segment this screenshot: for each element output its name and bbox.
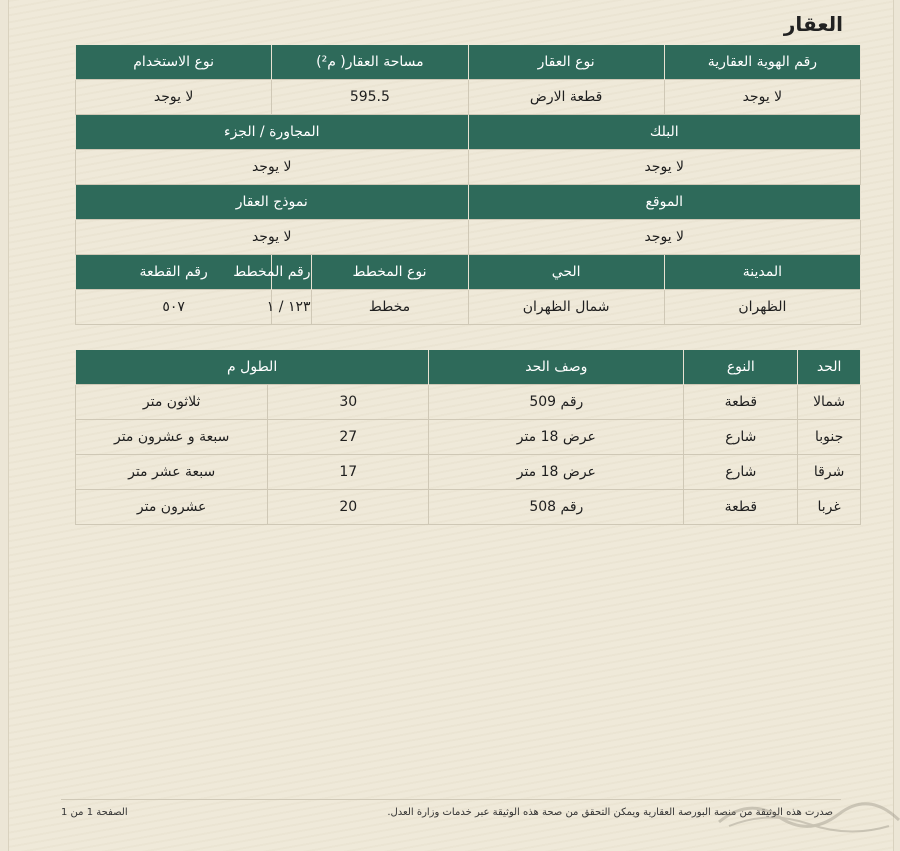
value-district: شمال الظهران bbox=[468, 290, 664, 325]
value-location: لا يوجد bbox=[468, 220, 861, 255]
page-number: الصفحة 1 من 1 bbox=[61, 807, 128, 818]
header-usage-type: نوع الاستخدام bbox=[76, 45, 272, 80]
boundary-length: 27 bbox=[268, 420, 429, 455]
header-district: الحي bbox=[468, 255, 664, 290]
value-plan-number: ١٢٣ / ١ bbox=[272, 290, 311, 325]
value-property-model: لا يوجد bbox=[76, 220, 469, 255]
boundary-side: شرقا bbox=[798, 455, 861, 490]
header-plan-number: رقم المخطط bbox=[272, 255, 311, 290]
header-plot-number: رقم القطعة bbox=[76, 255, 272, 290]
header-property-area: مساحة العقار( م²) bbox=[272, 45, 468, 80]
boundaries-table bbox=[75, 350, 861, 525]
boundary-length: 17 bbox=[268, 455, 429, 490]
boundary-length: 20 bbox=[268, 490, 429, 525]
boundary-type: شارع bbox=[684, 420, 798, 455]
watermark-logo bbox=[709, 792, 900, 832]
value-plan-type: مخطط bbox=[311, 290, 468, 325]
header-type: النوع bbox=[684, 350, 798, 385]
header-property-type: نوع العقار bbox=[468, 45, 664, 80]
header-block: البلك bbox=[468, 115, 861, 150]
boundary-description: رقم 508 bbox=[429, 490, 684, 525]
value-neighborhood-part: لا يوجد bbox=[76, 150, 469, 185]
boundary-side: شمالا bbox=[798, 385, 861, 420]
value-block: لا يوجد bbox=[468, 150, 861, 185]
section-title: العقار bbox=[783, 12, 843, 36]
value-city: الظهران bbox=[664, 290, 860, 325]
header-neighborhood-part: المجاورة / الجزء bbox=[76, 115, 469, 150]
boundary-description: عرض 18 متر bbox=[429, 455, 684, 490]
boundary-length-words: عشرون متر bbox=[76, 490, 268, 525]
boundary-length-words: ثلاثون متر bbox=[76, 385, 268, 420]
header-location: الموقع bbox=[468, 185, 861, 220]
document-page bbox=[8, 0, 894, 851]
boundary-description: عرض 18 متر bbox=[429, 420, 684, 455]
table-row bbox=[76, 385, 861, 420]
boundary-description: رقم 509 bbox=[429, 385, 684, 420]
header-boundary: الحد bbox=[798, 350, 861, 385]
footer-note: صدرت هذه الوثيقة من منصة البورصة العقارية ويمكن التحقق من صحة هذه الوثيقة عبر خدمات وزارة العدل. bbox=[387, 807, 833, 818]
boundary-side: غربا bbox=[798, 490, 861, 525]
table-row bbox=[76, 490, 861, 525]
boundary-length: 30 bbox=[268, 385, 429, 420]
header-plan-type: نوع المخطط bbox=[311, 255, 468, 290]
value-plot-number: ٥٠٧ bbox=[76, 290, 272, 325]
value-usage-type: لا يوجد bbox=[76, 80, 272, 115]
value-property-area: 595.5 bbox=[272, 80, 468, 115]
property-table bbox=[75, 45, 861, 325]
table-row bbox=[76, 420, 861, 455]
header-property-model: نموذج العقار bbox=[76, 185, 469, 220]
boundary-type: شارع bbox=[684, 455, 798, 490]
boundary-side: جنوبا bbox=[798, 420, 861, 455]
boundary-type: قطعة bbox=[684, 490, 798, 525]
header-length: الطول م bbox=[76, 350, 429, 385]
header-property-id: رقم الهوية العقارية bbox=[664, 45, 860, 80]
boundary-length-words: سبعة و عشرون متر bbox=[76, 420, 268, 455]
boundary-type: قطعة bbox=[684, 385, 798, 420]
header-description: وصف الحد bbox=[429, 350, 684, 385]
value-property-id: لا يوجد bbox=[664, 80, 860, 115]
value-property-type: قطعة الارض bbox=[468, 80, 664, 115]
boundary-length-words: سبعة عشر متر bbox=[76, 455, 268, 490]
table-row bbox=[76, 455, 861, 490]
header-city: المدينة bbox=[664, 255, 860, 290]
